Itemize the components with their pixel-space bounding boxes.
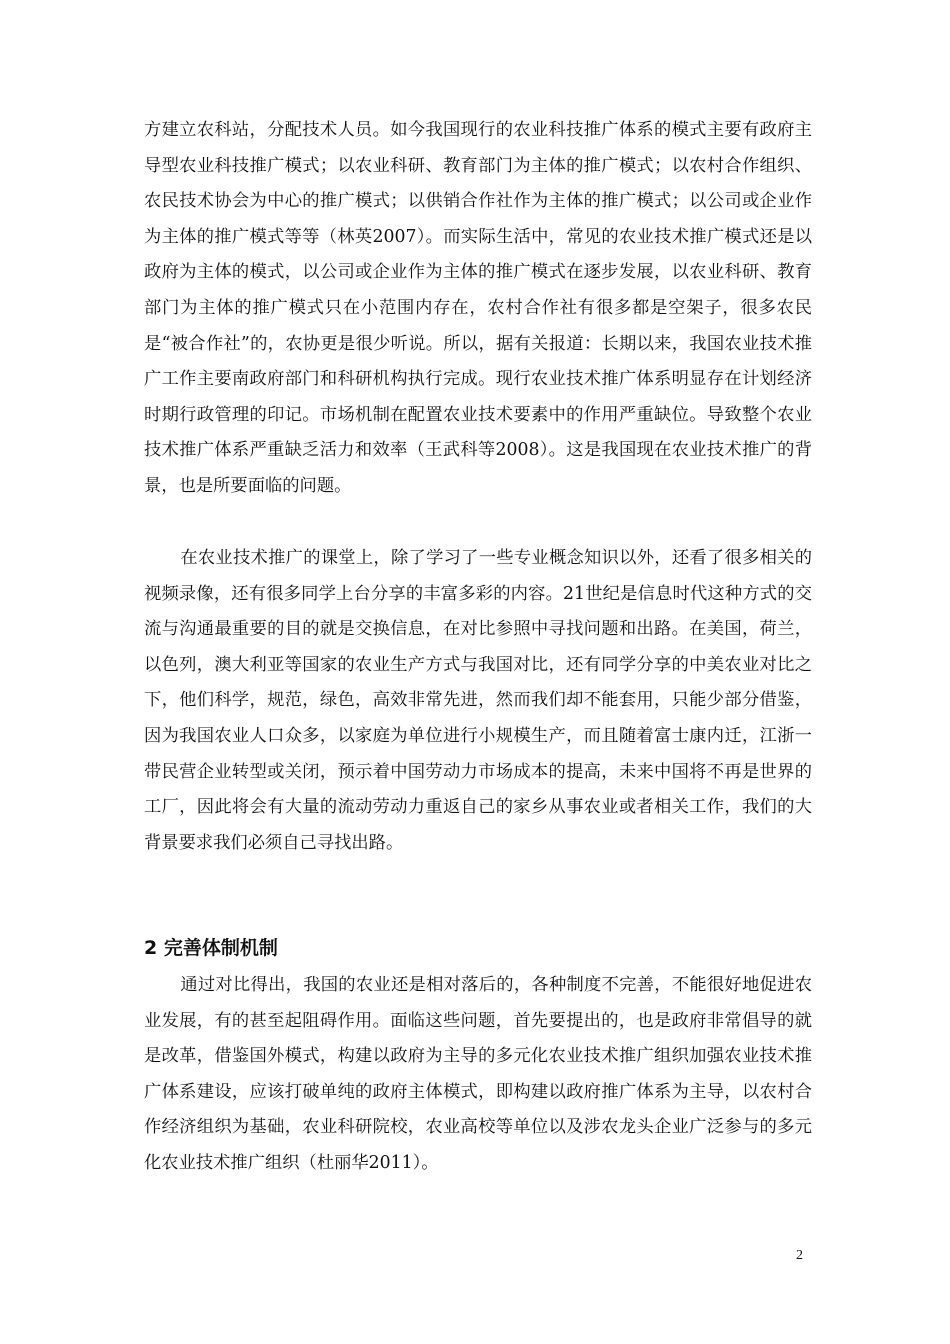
section-heading: 2 完善体制机制 (144, 937, 278, 959)
body-paragraph: 方建立农科站，分配技术人员。如今我国现行的农业科技推广体系的模式主要有政府主导型农业科技推广模式；以农业科研、教育部门为主体的推广模式；以农村合作组织、农民技术协会为中心的推广模式；以供销合作社作为主体的推广模式；以公司或企业作为主体的推广模式等等（林英2007）。而实际生活中，常见的农业技术推广模式还是以政府为主体的模式，以公司或企业作为主体的推广模式在逐步发展，以农业科研、教育部门为主体的推广模式只在小范围内存在，农村合作社有很多都是空架子，很多农民是“被合作社”的，农协更是很少听说。所以，据有关报道：长期以来，我国农业技术推广工作主要南政府部门和科研机构执行完成。现行农业技术推广体系明显存在计划经济时期行政管理的印记。市场机制在配置农业技术要素中的作用严重缺位。导致整个农业技术推广体系严重缺乏活力和效率（王武科等2008）。这是我国现在农业技术推广的背景，也是所要面临的问题。 (144, 120, 812, 496)
body-paragraph: 在农业技术推广的课堂上，除了学习了一些专业概念知识以外，还看了很多相关的视频录像，还有很多同学上台分享的丰富多彩的内容。21世纪是信息时代这种方式的交流与沟通最重要的目的就是交换信息，在对比参照中寻找问题和出路。在美国，荷兰，以色列，澳大利亚等国家的农业生产方式与我国对比，还有同学分享的中美农业对比之下，他们科学，规范，绿色，高效非常先进，然而我们却不能套用，只能少部分借鉴，因为我国农业人口众多，以家庭为单位进行小规模生产，而且随着富士康内迁，江浙一带民营企业转型或关闭，预示着中国劳动力市场成本的提高，未来中国将不再是世界的工厂，因此将会有大量的流动劳动力重返自己的家乡从事农业或者相关工作，我们的大背景要求我们必须自己寻找出路。 (144, 548, 812, 853)
body-paragraph: 通过对比得出，我国的农业还是相对落后的，各种制度不完善，不能很好地促进农业发展，有的甚至起阻碍作用。面临这些问题，首先要提出的，也是政府非常倡导的就是改革，借鉴国外模式，构建以政府为主导的多元化农业技术推广组织加强农业技术推广体系建设，应该打破单纯的政府主体模式，即构建以政府推广体系为主导，以农村合作经济组织为基础，农业科研院校，农业高校等单位以及涉农龙头企业广泛参与的多元化农业技术推广组织（杜丽华2011）。 (144, 975, 812, 1173)
page-number: 2 (796, 1248, 803, 1263)
